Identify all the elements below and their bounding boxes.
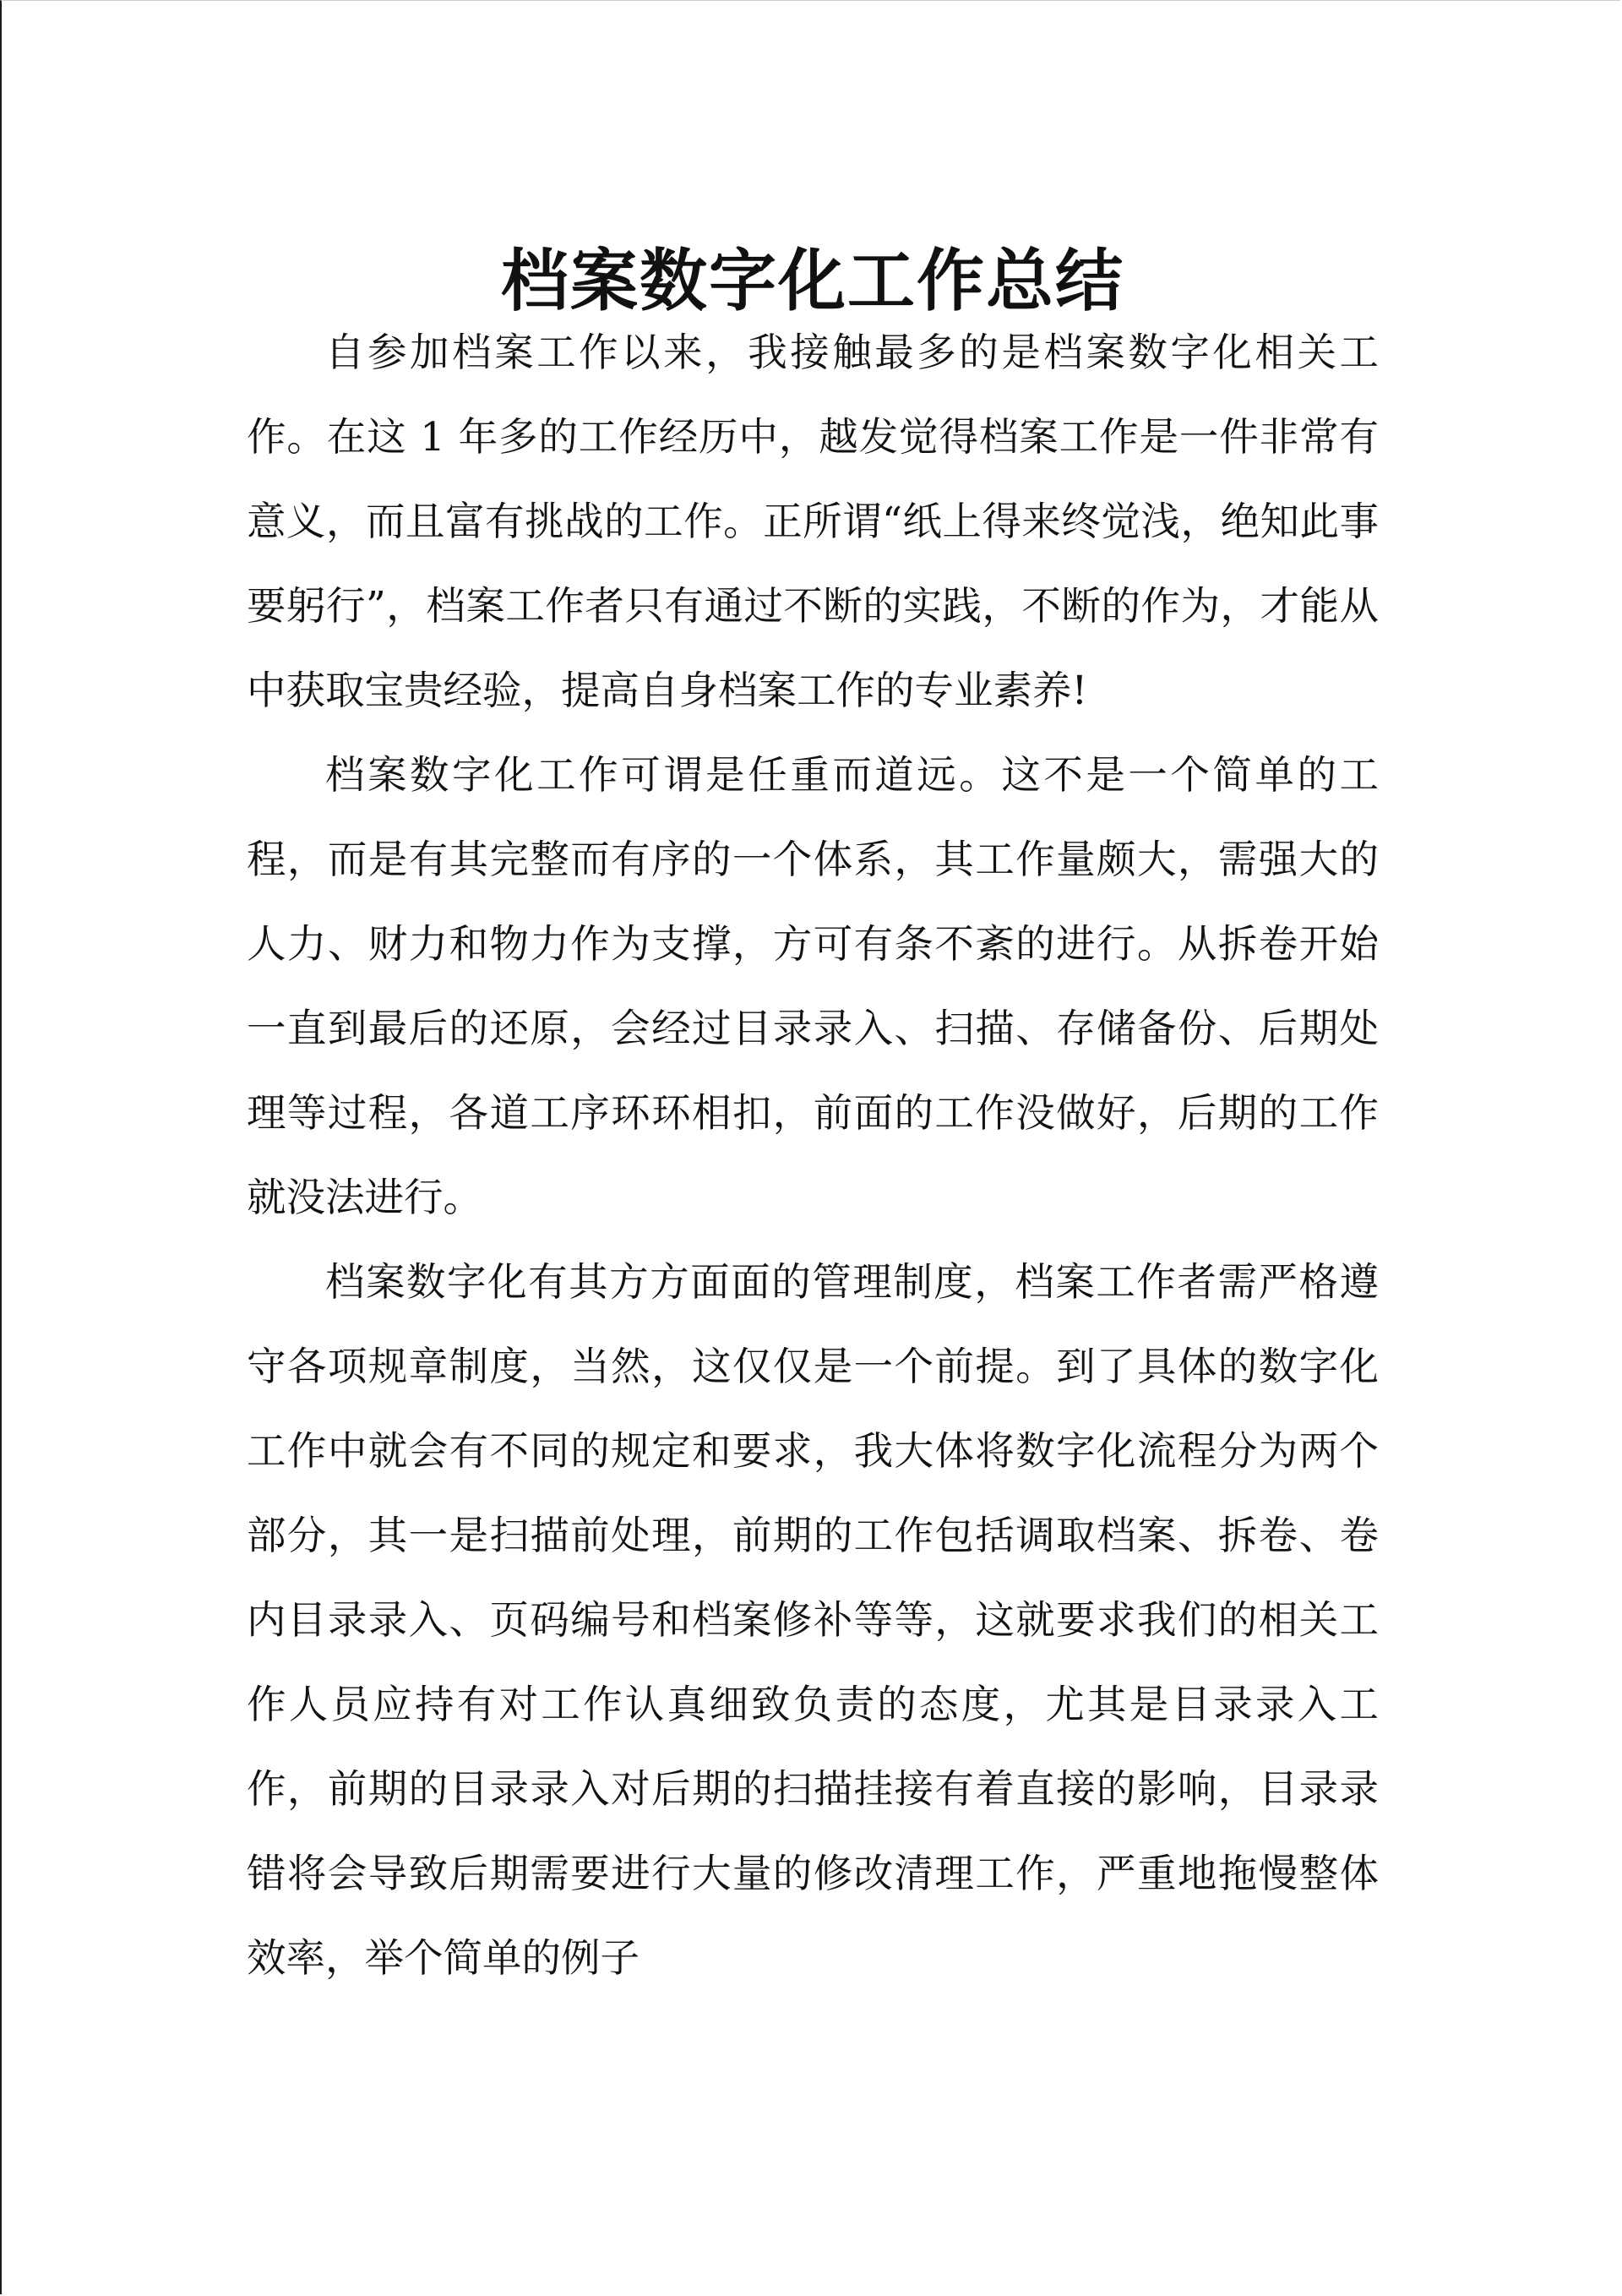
paragraph-3: 档案数字化有其方方面面的管理制度，档案工作者需严格遵守各项规章制度，当然，这仅仅是一个前提。到了具体的数字化工作中就会有不同的规定和要求，我大体将数字化流程分为两个部分，其一是扫描前处理，前期的工作包括调取档案、拆卷、卷内目录录入、页码编号和档案修补等等，这就要求我们的相关工作人员应持有对工作认真细致负责的态度，尤其是目录录入工作，前期的目录录入对后期的扫描挂接有着直接的影响，目录录错将会导致后期需要进行大量的修改清理工作，严重地拖慢整体效率，举个简单的例子: [247, 1259, 1379, 1981]
page-title: 档案数字化工作总结: [501, 240, 1124, 320]
document-body: [247, 310, 1379, 2000]
paragraph-1: 自参加档案工作以来，我接触最多的是档案数字化相关工作。在这 1 年多的工作经历中，越发觉得档案工作是一件非常有意义，而且富有挑战的工作。正所谓“纸上得来终觉浅，绝知此事要躬行”，档案工作者只有通过不断的实践，不断的作为，才能从中获取宝贵经验，提高自身档案工作的专业素养!: [247, 330, 1379, 713]
paragraph-2: 档案数字化工作可谓是任重而道远。这不是一个简单的工程，而是有其完整而有序的一个体系，其工作量颇大，需强大的人力、财力和物力作为支撑，方可有条不紊的进行。从拆卷开始一直到最后的还原，会经过目录录入、扫描、存储备份、后期处理等过程，各道工序环环相扣，前面的工作没做好，后期的工作就没法进行。: [247, 752, 1379, 1220]
